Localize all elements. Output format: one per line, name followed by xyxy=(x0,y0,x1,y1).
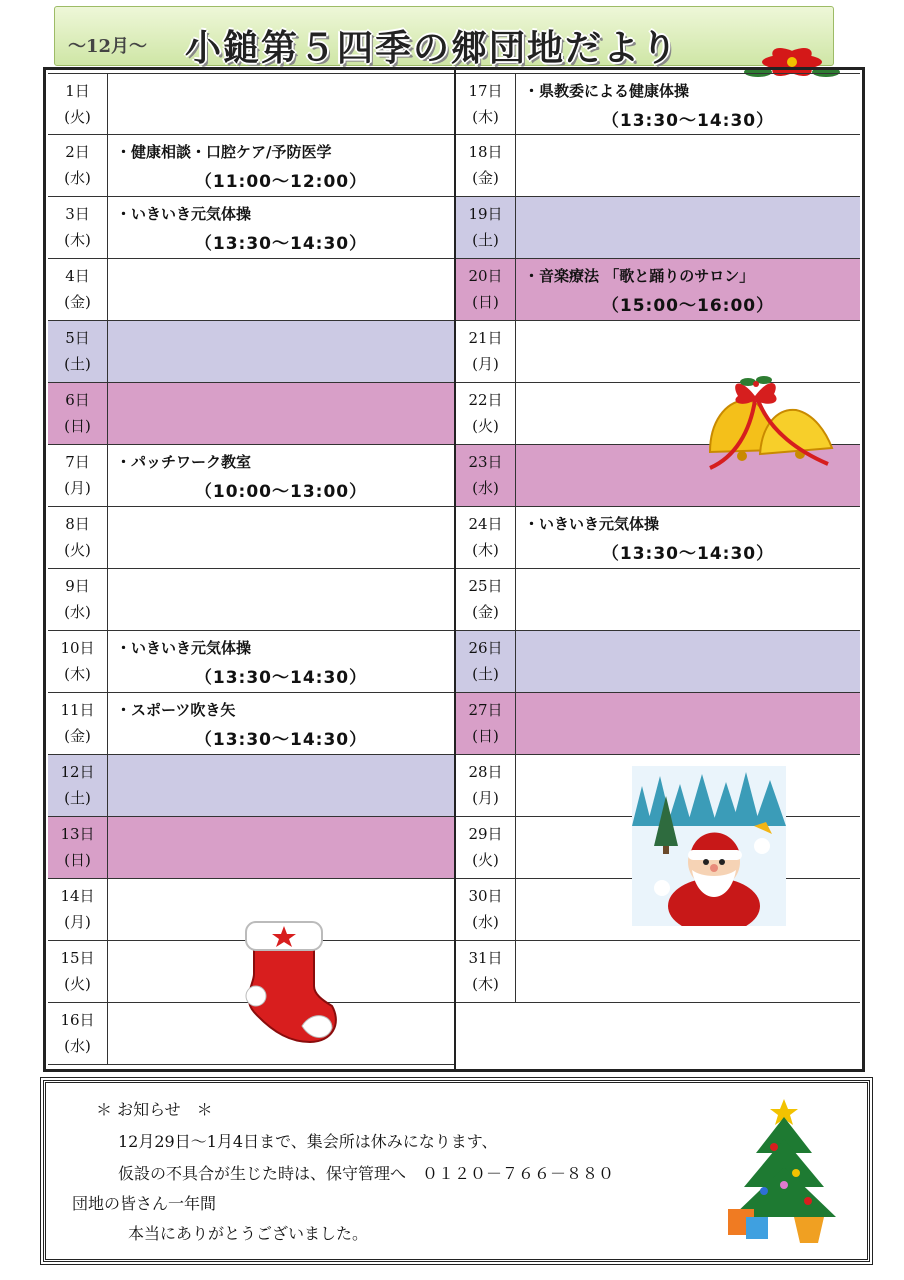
event-cell xyxy=(108,321,454,382)
event-cell xyxy=(516,941,860,1002)
weekday-label: (金) xyxy=(64,293,91,311)
event-cell xyxy=(108,693,454,754)
event-title: ・いきいき元気体操 xyxy=(524,515,660,533)
event-cell xyxy=(516,507,860,568)
weekday-label: (水) xyxy=(472,913,499,931)
day-cell xyxy=(48,1003,108,1064)
calendar-row xyxy=(48,569,454,631)
day-cell xyxy=(456,383,516,444)
event-title: ・いきいき元気体操 xyxy=(116,205,252,223)
notice-box xyxy=(43,1080,870,1262)
day-cell xyxy=(48,507,108,568)
santa-icon xyxy=(632,766,786,926)
weekday-label: (日) xyxy=(472,727,499,745)
day-number: 6日 xyxy=(65,391,90,409)
weekday-label: (金) xyxy=(64,727,91,745)
weekday-label: (月) xyxy=(472,355,499,373)
day-number: 29日 xyxy=(468,825,503,843)
event-cell xyxy=(108,445,454,506)
weekday-label: (日) xyxy=(64,417,91,435)
event-cell xyxy=(108,197,454,258)
event-title: ・県教委による健康体操 xyxy=(524,82,690,100)
calendar-row xyxy=(456,197,860,259)
day-number: 3日 xyxy=(65,205,90,223)
event-title: ・スポーツ吹き矢 xyxy=(116,701,236,719)
day-cell xyxy=(456,507,516,568)
weekday-label: (土) xyxy=(472,231,499,249)
day-number: 18日 xyxy=(468,143,503,161)
event-cell xyxy=(108,135,454,196)
day-number: 5日 xyxy=(65,329,90,347)
event-cell xyxy=(516,631,860,692)
weekday-label: (木) xyxy=(472,108,499,126)
day-number: 9日 xyxy=(65,577,90,595)
day-number: 10日 xyxy=(60,639,95,657)
day-cell xyxy=(456,135,516,196)
weekday-label: (金) xyxy=(472,603,499,621)
calendar-row xyxy=(48,755,454,817)
day-number: 19日 xyxy=(468,205,503,223)
calendar-row xyxy=(456,569,860,631)
day-number: 8日 xyxy=(65,515,90,533)
day-number: 30日 xyxy=(468,887,503,905)
event-cell xyxy=(108,259,454,320)
weekday-label: (水) xyxy=(64,1037,91,1055)
day-number: 22日 xyxy=(468,391,503,409)
event-time: （11:00～12:00） xyxy=(194,172,368,192)
day-cell xyxy=(48,383,108,444)
page-title: 小鎚第５四季の郷団地だより xyxy=(185,28,680,69)
calendar-row xyxy=(48,693,454,755)
event-time: （13:30～14:30） xyxy=(601,544,775,564)
calendar-row xyxy=(48,197,454,259)
calendar-row xyxy=(48,73,454,135)
event-title: ・健康相談・口腔ケア/予防医学 xyxy=(116,143,332,161)
day-cell xyxy=(456,817,516,878)
notice-heading: ＊ お知らせ ＊ xyxy=(96,1100,213,1119)
day-cell xyxy=(456,693,516,754)
weekday-label: (火) xyxy=(64,975,91,993)
notice-line-thanks-1: 団地の皆さん一年間 xyxy=(72,1194,217,1213)
calendar-row xyxy=(48,817,454,879)
event-cell xyxy=(516,135,860,196)
notice-line-maintenance: 仮設の不具合が生じた時は、保守管理へ ０１２０－７６６－８８０ xyxy=(118,1164,615,1183)
event-time: （10:00～13:00） xyxy=(194,482,368,502)
day-number: 31日 xyxy=(468,949,503,967)
event-cell xyxy=(516,197,860,258)
day-number: 13日 xyxy=(60,825,95,843)
calendar-row xyxy=(48,259,454,321)
day-cell xyxy=(48,197,108,258)
weekday-label: (水) xyxy=(64,169,91,187)
weekday-label: (木) xyxy=(472,975,499,993)
weekday-label: (土) xyxy=(64,355,91,373)
day-cell xyxy=(48,879,108,940)
day-cell xyxy=(48,941,108,1002)
day-number: 24日 xyxy=(468,515,503,533)
calendar-row xyxy=(48,445,454,507)
day-number: 17日 xyxy=(468,82,503,100)
day-number: 7日 xyxy=(65,453,90,471)
day-number: 16日 xyxy=(60,1011,95,1029)
event-cell xyxy=(516,569,860,630)
calendar-row xyxy=(48,507,454,569)
event-cell xyxy=(108,383,454,444)
weekday-label: (木) xyxy=(64,231,91,249)
day-number: 15日 xyxy=(60,949,95,967)
weekday-label: (日) xyxy=(472,293,499,311)
day-cell xyxy=(456,755,516,816)
day-number: 1日 xyxy=(65,82,90,100)
event-cell xyxy=(108,755,454,816)
day-number: 12日 xyxy=(60,763,95,781)
day-cell xyxy=(48,569,108,630)
weekday-label: (木) xyxy=(64,665,91,683)
day-number: 28日 xyxy=(468,763,503,781)
calendar-row xyxy=(456,507,860,569)
calendar-row xyxy=(48,135,454,197)
day-number: 25日 xyxy=(468,577,503,595)
day-cell xyxy=(456,445,516,506)
calendar-row xyxy=(456,73,860,135)
weekday-label: (土) xyxy=(472,665,499,683)
day-cell xyxy=(48,259,108,320)
day-number: 26日 xyxy=(468,639,503,657)
event-time: （15:00～16:00） xyxy=(601,296,775,316)
day-number: 11日 xyxy=(60,701,95,719)
day-cell xyxy=(48,693,108,754)
bells-icon xyxy=(700,372,840,476)
event-cell xyxy=(108,507,454,568)
weekday-label: (火) xyxy=(472,851,499,869)
weekday-label: (日) xyxy=(64,851,91,869)
calendar-row xyxy=(48,383,454,445)
weekday-label: (火) xyxy=(64,541,91,559)
calendar-row xyxy=(456,941,860,1003)
calendar-row xyxy=(456,259,860,321)
stocking-icon xyxy=(232,914,342,1050)
event-time: （13:30～14:30） xyxy=(601,111,775,131)
weekday-label: (月) xyxy=(64,913,91,931)
day-number: 21日 xyxy=(468,329,503,347)
day-number: 2日 xyxy=(65,143,90,161)
day-cell xyxy=(48,321,108,382)
event-cell xyxy=(108,817,454,878)
notice-line-thanks-2: 本当にありがとうございました。 xyxy=(128,1224,369,1243)
day-cell xyxy=(48,631,108,692)
day-cell xyxy=(456,74,516,134)
weekday-label: (木) xyxy=(472,541,499,559)
event-cell xyxy=(516,74,860,134)
event-cell xyxy=(108,569,454,630)
day-number: 27日 xyxy=(468,701,503,719)
day-cell xyxy=(456,941,516,1002)
event-title: ・音楽療法 「歌と踊りのサロン」 xyxy=(524,267,755,285)
day-number: 20日 xyxy=(468,267,503,285)
weekday-label: (火) xyxy=(472,417,499,435)
day-cell xyxy=(456,569,516,630)
christmas-tree-icon xyxy=(724,1091,844,1251)
notice-line-closure: 12月29日～1月4日まで、集会所は休みになります、 xyxy=(118,1132,498,1151)
event-time: （13:30～14:30） xyxy=(194,668,368,688)
weekday-label: (金) xyxy=(472,169,499,187)
day-cell xyxy=(456,259,516,320)
event-cell xyxy=(516,693,860,754)
day-cell xyxy=(456,321,516,382)
weekday-label: (水) xyxy=(472,479,499,497)
event-cell xyxy=(108,631,454,692)
month-label: ～12月～ xyxy=(68,36,148,57)
event-title: ・いきいき元気体操 xyxy=(116,639,252,657)
day-cell xyxy=(48,755,108,816)
weekday-label: (土) xyxy=(64,789,91,807)
day-cell xyxy=(456,879,516,940)
weekday-label: (月) xyxy=(472,789,499,807)
day-number: 14日 xyxy=(60,887,95,905)
day-cell xyxy=(456,197,516,258)
day-number: 23日 xyxy=(468,453,503,471)
day-number: 4日 xyxy=(65,267,90,285)
calendar-row xyxy=(456,631,860,693)
event-cell xyxy=(108,74,454,134)
event-time: （13:30～14:30） xyxy=(194,730,368,750)
day-cell xyxy=(48,817,108,878)
event-title: ・パッチワーク教室 xyxy=(116,453,252,471)
event-cell xyxy=(516,259,860,320)
weekday-label: (月) xyxy=(64,479,91,497)
calendar-row xyxy=(456,693,860,755)
day-cell xyxy=(456,631,516,692)
event-time: （13:30～14:30） xyxy=(194,234,368,254)
day-cell xyxy=(48,74,108,134)
day-cell xyxy=(48,445,108,506)
weekday-label: (火) xyxy=(64,108,91,126)
calendar-row xyxy=(48,631,454,693)
weekday-label: (水) xyxy=(64,603,91,621)
calendar-row xyxy=(48,321,454,383)
calendar-row xyxy=(456,135,860,197)
day-cell xyxy=(48,135,108,196)
